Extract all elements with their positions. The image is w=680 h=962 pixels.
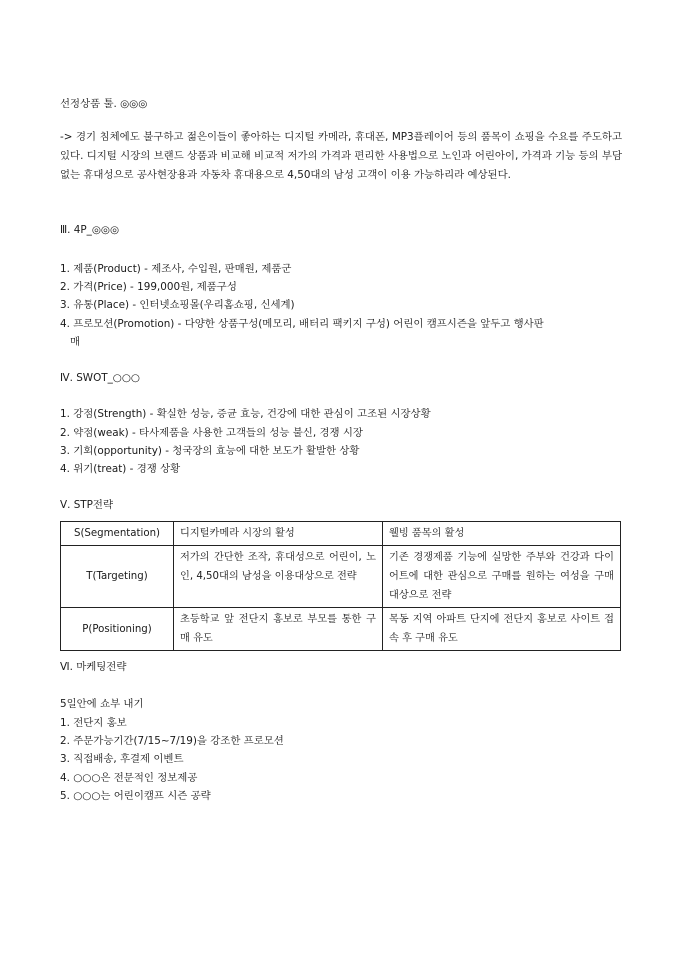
table-cell: 기존 경쟁제품 기능에 실망한 주부와 건강과 다이어트에 대한 관심으로 구매를 원하는 여성을 구매대상으로 전략 — [383, 546, 621, 608]
table-row — [61, 522, 621, 546]
list-item: 3. 직접배송, 후결제 이벤트 — [60, 753, 184, 765]
list-item: 1. 제품(Product) - 제조사, 수입원, 판매원, 제품군 — [60, 263, 292, 275]
list-item: 5. ○○○는 어린이캠프 시즌 공략 — [60, 790, 211, 802]
marketing-subtitle: 5일안에 쇼부 내기 — [60, 698, 144, 710]
list-item: 2. 주문가능기간(7/15~7/19)을 강조한 프로모션 — [60, 735, 284, 747]
list-item: 3. 기회(opportunity) - 청국장의 효능에 대한 보도가 활발한 상황 — [60, 445, 360, 457]
list-item: 4. ○○○은 전문적인 정보제공 — [60, 772, 198, 784]
list-item: 3. 유통(Place) - 인터넷쇼핑몰(우리홈쇼핑, 신세계) — [60, 299, 295, 311]
table-cell: 저가의 간단한 조작, 휴대성으로 어린이, 노인, 4,50대의 남성을 이용대상으로 전략 — [174, 546, 383, 608]
list-item: 2. 약점(weak) - 타사제품을 사용한 고객들의 성능 불신, 경쟁 시장 — [60, 427, 363, 439]
product-selection-line: 선정상품 툴. ◎◎◎ — [60, 98, 148, 110]
list-item: 2. 가격(Price) - 199,000원, 제품구성 — [60, 281, 237, 293]
section-stp-title: Ⅴ. STP전략 — [60, 499, 113, 511]
section-4p-title: Ⅲ. 4P_◎◎◎ — [60, 224, 120, 236]
list-item: 4. 위기(treat) - 경쟁 상황 — [60, 463, 181, 475]
table-row — [61, 546, 621, 608]
table-cell: 목동 지역 아파트 단지에 전단지 홍보로 사이트 접속 후 구매 유도 — [383, 608, 621, 651]
intro-paragraph: -> 경기 침체에도 불구하고 젊은이들이 좋아하는 디지털 카메라, 휴대폰, MP3플레이어 등의 품목이 쇼핑을 수요를 주도하고 있다. 디지털 시장의 브랜드 상품과 비교해 비교적 저가의 가격과 편리한 사용법으로 노인과 어린아이, 가격과 기능 등의 부담 없는 휴대성으로 공사현장용과 자동차 휴대용으로 4,50대의 남성 고객이 이용 가능하리라 예상된다. — [60, 131, 622, 181]
list-item: 4. 프로모션(Promotion) - 다양한 상품구성(메모리, 배터리 팩키지 구성) 어린이 캠프시즌을 앞두고 행사판 — [60, 318, 544, 330]
table-cell: 초등학교 앞 전단지 홍보로 부모를 통한 구매 유도 — [174, 608, 383, 651]
list-item-continuation: 매 — [70, 336, 81, 348]
table-row — [61, 608, 621, 651]
list-item: 1. 전단지 홍보 — [60, 717, 127, 729]
section-marketing-title: Ⅵ. 마케팅전략 — [60, 661, 127, 673]
section-swot-title: Ⅳ. SWOT_○○○ — [60, 372, 140, 384]
table-cell: 웰빙 품목의 활성 — [383, 522, 621, 546]
row-label: S(Segmentation) — [61, 522, 174, 546]
table-cell: 디지털카메라 시장의 활성 — [174, 522, 383, 546]
row-label: P(Positioning) — [61, 608, 174, 651]
list-item: 1. 강점(Strength) - 확실한 성능, 증균 효능, 건강에 대한 관심이 고조된 시장상황 — [60, 408, 431, 420]
row-label: T(Targeting) — [61, 546, 174, 608]
stp-table — [60, 521, 621, 651]
